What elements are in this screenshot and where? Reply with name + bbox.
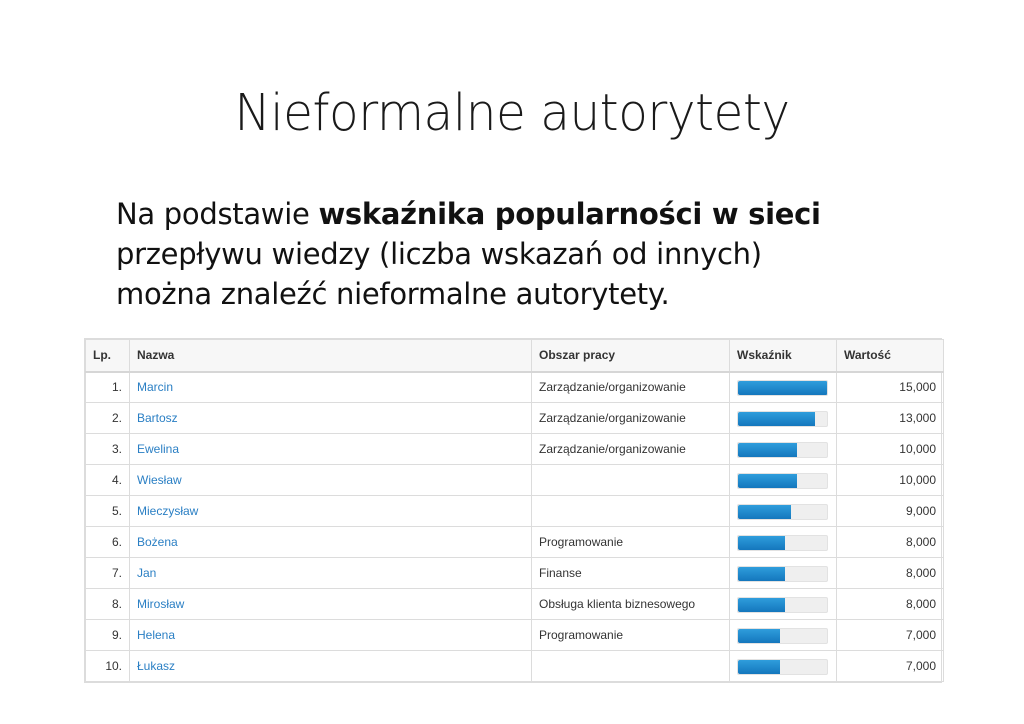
column-header-name[interactable]: Nazwa — [130, 340, 532, 372]
indicator-bar-fill — [738, 474, 797, 488]
table-row — [86, 372, 944, 403]
row-area: Zarządzanie/organizowanie — [532, 403, 730, 434]
table-row — [86, 589, 944, 620]
row-lp: 6. — [86, 527, 130, 558]
row-name-link[interactable]: Helena — [130, 620, 532, 651]
row-lp: 4. — [86, 465, 130, 496]
row-indicator — [730, 496, 837, 527]
row-name-link[interactable]: Jan — [130, 558, 532, 589]
row-name-link[interactable]: Bożena — [130, 527, 532, 558]
row-value: 8,000 — [837, 589, 944, 620]
indicator-bar-fill — [738, 505, 791, 519]
table-row — [86, 403, 944, 434]
indicator-bar-fill — [738, 412, 815, 426]
table-row — [86, 651, 944, 682]
row-indicator — [730, 527, 837, 558]
body-line-3: można znaleźć nieformalne autorytety. — [116, 277, 670, 311]
row-value: 8,000 — [837, 527, 944, 558]
table-row — [86, 527, 944, 558]
row-area — [532, 651, 730, 682]
indicator-bar-track — [737, 597, 828, 613]
row-indicator — [730, 651, 837, 682]
row-lp: 7. — [86, 558, 130, 589]
row-indicator — [730, 620, 837, 651]
column-header-indicator[interactable]: Wskaźnik — [730, 340, 837, 372]
row-area: Zarządzanie/organizowanie — [532, 434, 730, 465]
row-name-link[interactable]: Wiesław — [130, 465, 532, 496]
indicator-bar-track — [737, 659, 828, 675]
row-indicator — [730, 372, 837, 403]
slide-title: Nieformalne autorytety — [234, 84, 790, 143]
slide-body-text — [116, 194, 946, 314]
table-row — [86, 496, 944, 527]
row-lp: 1. — [86, 372, 130, 403]
row-value: 15,000 — [837, 372, 944, 403]
row-name-link[interactable]: Ewelina — [130, 434, 532, 465]
row-lp: 9. — [86, 620, 130, 651]
table-row — [86, 558, 944, 589]
indicator-bar-track — [737, 628, 828, 644]
indicator-bar-fill — [738, 598, 785, 612]
column-header-lp[interactable]: Lp. — [86, 340, 130, 372]
table-row — [86, 465, 944, 496]
row-area — [532, 496, 730, 527]
indicator-bar-track — [737, 473, 828, 489]
row-value: 7,000 — [837, 620, 944, 651]
row-area — [532, 465, 730, 496]
row-name-link[interactable]: Mieczysław — [130, 496, 532, 527]
row-lp: 3. — [86, 434, 130, 465]
column-header-value[interactable]: Wartość — [837, 340, 944, 372]
row-area: Obsługa klienta biznesowego — [532, 589, 730, 620]
indicator-bar-fill — [738, 536, 785, 550]
table-header-row — [86, 340, 944, 372]
row-lp: 8. — [86, 589, 130, 620]
indicator-bar-track — [737, 566, 828, 582]
row-value: 7,000 — [837, 651, 944, 682]
row-name-link[interactable]: Mirosław — [130, 589, 532, 620]
indicator-bar-track — [737, 411, 828, 427]
indicator-bar-fill — [738, 443, 797, 457]
row-area: Programowanie — [532, 620, 730, 651]
table-row — [86, 434, 944, 465]
indicator-bar-fill — [738, 660, 780, 674]
authority-table-container — [84, 338, 942, 683]
row-lp: 2. — [86, 403, 130, 434]
indicator-bar-track — [737, 442, 828, 458]
indicator-bar-track — [737, 504, 828, 520]
row-indicator — [730, 403, 837, 434]
authority-table — [85, 339, 944, 682]
row-lp: 10. — [86, 651, 130, 682]
body-line-2: przepływu wiedzy (liczba wskazań od innych) — [116, 237, 762, 271]
row-area: Finanse — [532, 558, 730, 589]
indicator-bar-fill — [738, 629, 780, 643]
column-header-area[interactable]: Obszar pracy — [532, 340, 730, 372]
indicator-bar-track — [737, 535, 828, 551]
row-value: 9,000 — [837, 496, 944, 527]
indicator-bar-fill — [738, 567, 785, 581]
row-value: 13,000 — [837, 403, 944, 434]
body-line-1 — [116, 194, 946, 234]
row-name-link[interactable]: Łukasz — [130, 651, 532, 682]
row-value: 10,000 — [837, 465, 944, 496]
row-value: 8,000 — [837, 558, 944, 589]
row-area: Programowanie — [532, 527, 730, 558]
row-indicator — [730, 465, 837, 496]
row-name-link[interactable]: Marcin — [130, 372, 532, 403]
indicator-bar-fill — [738, 381, 827, 395]
body-text-intro: Na podstawie — [116, 197, 319, 231]
row-lp: 5. — [86, 496, 130, 527]
row-indicator — [730, 434, 837, 465]
body-text-bold: wskaźnika popularności w sieci — [318, 197, 821, 231]
row-indicator — [730, 558, 837, 589]
table-row — [86, 620, 944, 651]
indicator-bar-track — [737, 380, 828, 396]
row-name-link[interactable]: Bartosz — [130, 403, 532, 434]
row-value: 10,000 — [837, 434, 944, 465]
row-indicator — [730, 589, 837, 620]
row-area: Zarządzanie/organizowanie — [532, 372, 730, 403]
